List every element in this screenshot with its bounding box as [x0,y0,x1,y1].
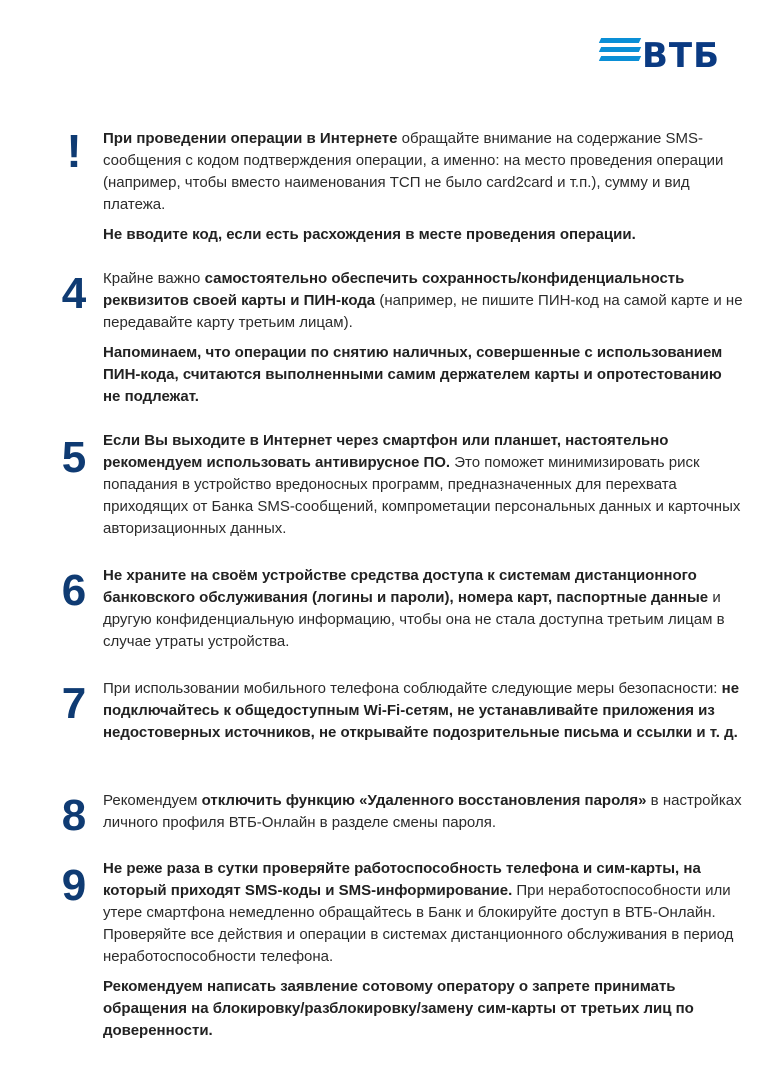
bold-text: отключить функцию «Удаленного восстановления пароля» [201,792,647,809]
bold-text: Рекомендуем написать заявление сотовому оператору о запрете принимать обращения на блокировку/разблокировку/замену сим-карты от третьих лиц по доверенности. [103,978,694,1039]
bold-text: не подключайтесь к общедоступным Wi-Fi-сетям, не устанавливайте приложения из недостоверных источников, не открывайте подозрительные письма и ссылки и т. д. [103,680,740,741]
section-number: 6 [61,566,87,615]
text: Рекомендуем [103,792,202,809]
exclamation-icon: ! [66,125,82,177]
paragraph [103,430,743,540]
bold-text: Не храните на своём устройстве средства доступа к системам дистанционного банковского обслуживания (логины и пароли), номера карт, паспортные данные [103,567,709,606]
bold-text: Не вводите код, если есть расхождения в месте проведения операции. [103,226,636,243]
section-text [103,858,743,1042]
paragraph [103,128,743,216]
section-text [103,790,743,834]
bold-text: При проведении операции в Интернете [103,130,398,147]
logo-stripes-icon [600,38,640,65]
text: Это поможет минимизировать риск попадания в устройство вредоносных программ, предназначенных для перехвата приходящих от Банка SMS-сообщений, компрометации персональных данных и карточных авторизационных данных. [103,454,741,537]
section-number: 9 [61,861,87,910]
text: (например, не пишите ПИН-код на самой карте и не передавайте карту третьим лицам). [103,292,743,331]
text: При использовании мобильного телефона соблюдайте следующие меры безопасности: [103,680,722,697]
section-number: 8 [61,791,87,840]
vtb-logo [600,34,730,84]
section-number: 4 [61,269,87,318]
text: в настройках личного профиля ВТБ-Онлайн в разделе смены пароля. [103,792,742,831]
logo-wordmark: ВТБ [642,36,721,76]
text: и другую конфиденциальную информацию, чтобы она не стала доступна третьим лицам в случае утраты устройства. [103,589,725,650]
text: обращайте внимание на содержание SMS-сообщения с кодом подтверждения операции, а именно: на место проведения операции (например, чтобы вместо наименования ТСП не было card2card и т.п.), сумму и вид платежа. [103,130,724,213]
section-text [103,268,743,408]
section-text [103,430,743,540]
paragraph [103,790,743,834]
section-text [103,128,743,246]
section-number: 5 [61,433,87,482]
paragraph [103,976,743,1042]
text: При неработоспособности или утере смартфона немедленно обращайтесь в Банк и блокируйте доступ в ВТБ-Онлайн. Проверяйте все действия и операции в системах дистанционного обслуживания в период неработоспособности телефона. [103,882,734,965]
paragraph [103,678,743,744]
paragraph [103,858,743,968]
paragraph [103,342,743,408]
paragraph [103,268,743,334]
bold-text: Напоминаем, что операции по снятию наличных, совершенные с использованием ПИН-кода, считаются выполненными самим держателем карты и опротестованию не подлежат. [103,344,723,405]
bold-text: самостоятельно обеспечить сохранность/конфиденциальность реквизитов своей карты и ПИН-кода [103,270,685,309]
section-text [103,565,743,653]
bold-text: Если Вы выходите в Интернет через смартфон или планшет, настоятельно рекомендуем использовать антивирусное ПО. [103,432,669,471]
section-text [103,678,743,744]
text: Крайне важно [103,270,205,287]
paragraph [103,224,743,246]
paragraph [103,565,743,653]
section-number: 7 [61,679,87,728]
bold-text: Не реже раза в сутки проверяйте работоспособность телефона и сим-карты, на который приходят SMS-коды и SMS-информирование. [103,860,701,899]
